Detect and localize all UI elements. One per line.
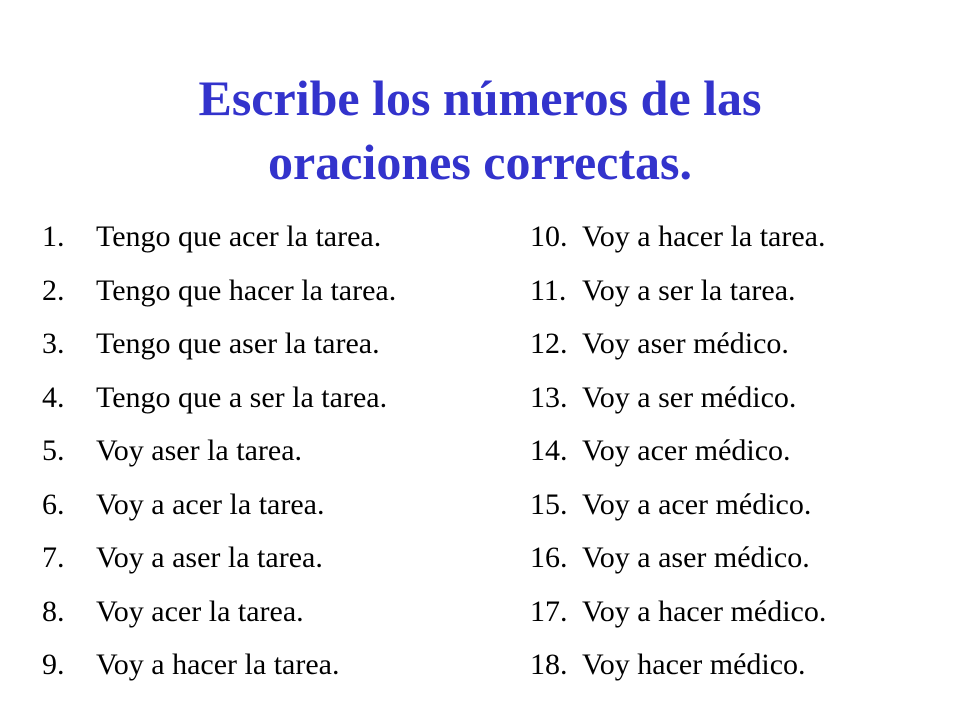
sentence-list-right: [530, 210, 950, 692]
sentence-list-left: [42, 210, 522, 692]
item-text: Voy aser la tarea.: [96, 434, 303, 467]
item-text: Voy a aser la tarea.: [96, 541, 323, 574]
item-number: 14.: [530, 434, 568, 467]
item-text: Voy a acer la tarea.: [96, 487, 325, 521]
list-item: [530, 210, 950, 264]
item-text: Voy a hacer la tarea.: [96, 648, 340, 681]
list-item: [530, 264, 950, 318]
item-number: 3.: [42, 327, 65, 360]
list-item: [42, 371, 522, 425]
item-text: Voy a ser médico.: [582, 380, 797, 414]
item-text: Voy a aser médico.: [582, 541, 810, 574]
item-number: 13.: [530, 380, 568, 414]
list-item: [530, 638, 950, 692]
item-number: 8.: [42, 594, 65, 628]
item-number: 12.: [530, 327, 568, 360]
item-number: 10.: [530, 220, 568, 253]
list-item: [530, 478, 950, 532]
item-text: Voy a acer médico.: [582, 487, 812, 521]
item-number: 2.: [42, 273, 65, 307]
item-number: 9.: [42, 648, 65, 681]
item-number: 11.: [530, 273, 567, 307]
item-text: Tengo que a ser la tarea.: [96, 380, 388, 414]
item-text: Voy hacer médico.: [582, 648, 806, 681]
item-number: 17.: [530, 594, 568, 628]
list-item: [42, 424, 522, 478]
item-text: Voy acer la tarea.: [96, 594, 304, 628]
item-text: Voy aser médico.: [582, 327, 789, 360]
list-item: [42, 264, 522, 318]
slide-title: [0, 66, 960, 194]
item-text: Voy a hacer médico.: [582, 594, 827, 628]
list-item: [530, 424, 950, 478]
list-item: [42, 210, 522, 264]
item-number: 15.: [530, 487, 568, 521]
list-item: [42, 531, 522, 585]
item-number: 18.: [530, 648, 568, 681]
item-number: 1.: [42, 220, 65, 253]
item-number: 7.: [42, 541, 65, 574]
list-item: [42, 317, 522, 371]
item-text: Tengo que aser la tarea.: [96, 327, 380, 360]
list-item: [42, 638, 522, 692]
item-text: Voy a hacer la tarea.: [582, 220, 826, 253]
item-number: 5.: [42, 434, 65, 467]
item-number: 16.: [530, 541, 568, 574]
list-item: [42, 585, 522, 639]
list-item: [530, 585, 950, 639]
title-line-2: oraciones correctas.: [268, 134, 692, 190]
list-item: [530, 317, 950, 371]
title-line-1: Escribe los números de las: [198, 70, 762, 126]
list-item: [530, 371, 950, 425]
item-text: Voy acer médico.: [582, 434, 791, 467]
list-item: [530, 531, 950, 585]
item-text: Tengo que acer la tarea.: [96, 220, 382, 253]
item-number: 6.: [42, 487, 65, 521]
item-text: Voy a ser la tarea.: [582, 273, 796, 307]
item-text: Tengo que hacer la tarea.: [96, 273, 397, 307]
item-number: 4.: [42, 380, 65, 414]
list-item: [42, 478, 522, 532]
